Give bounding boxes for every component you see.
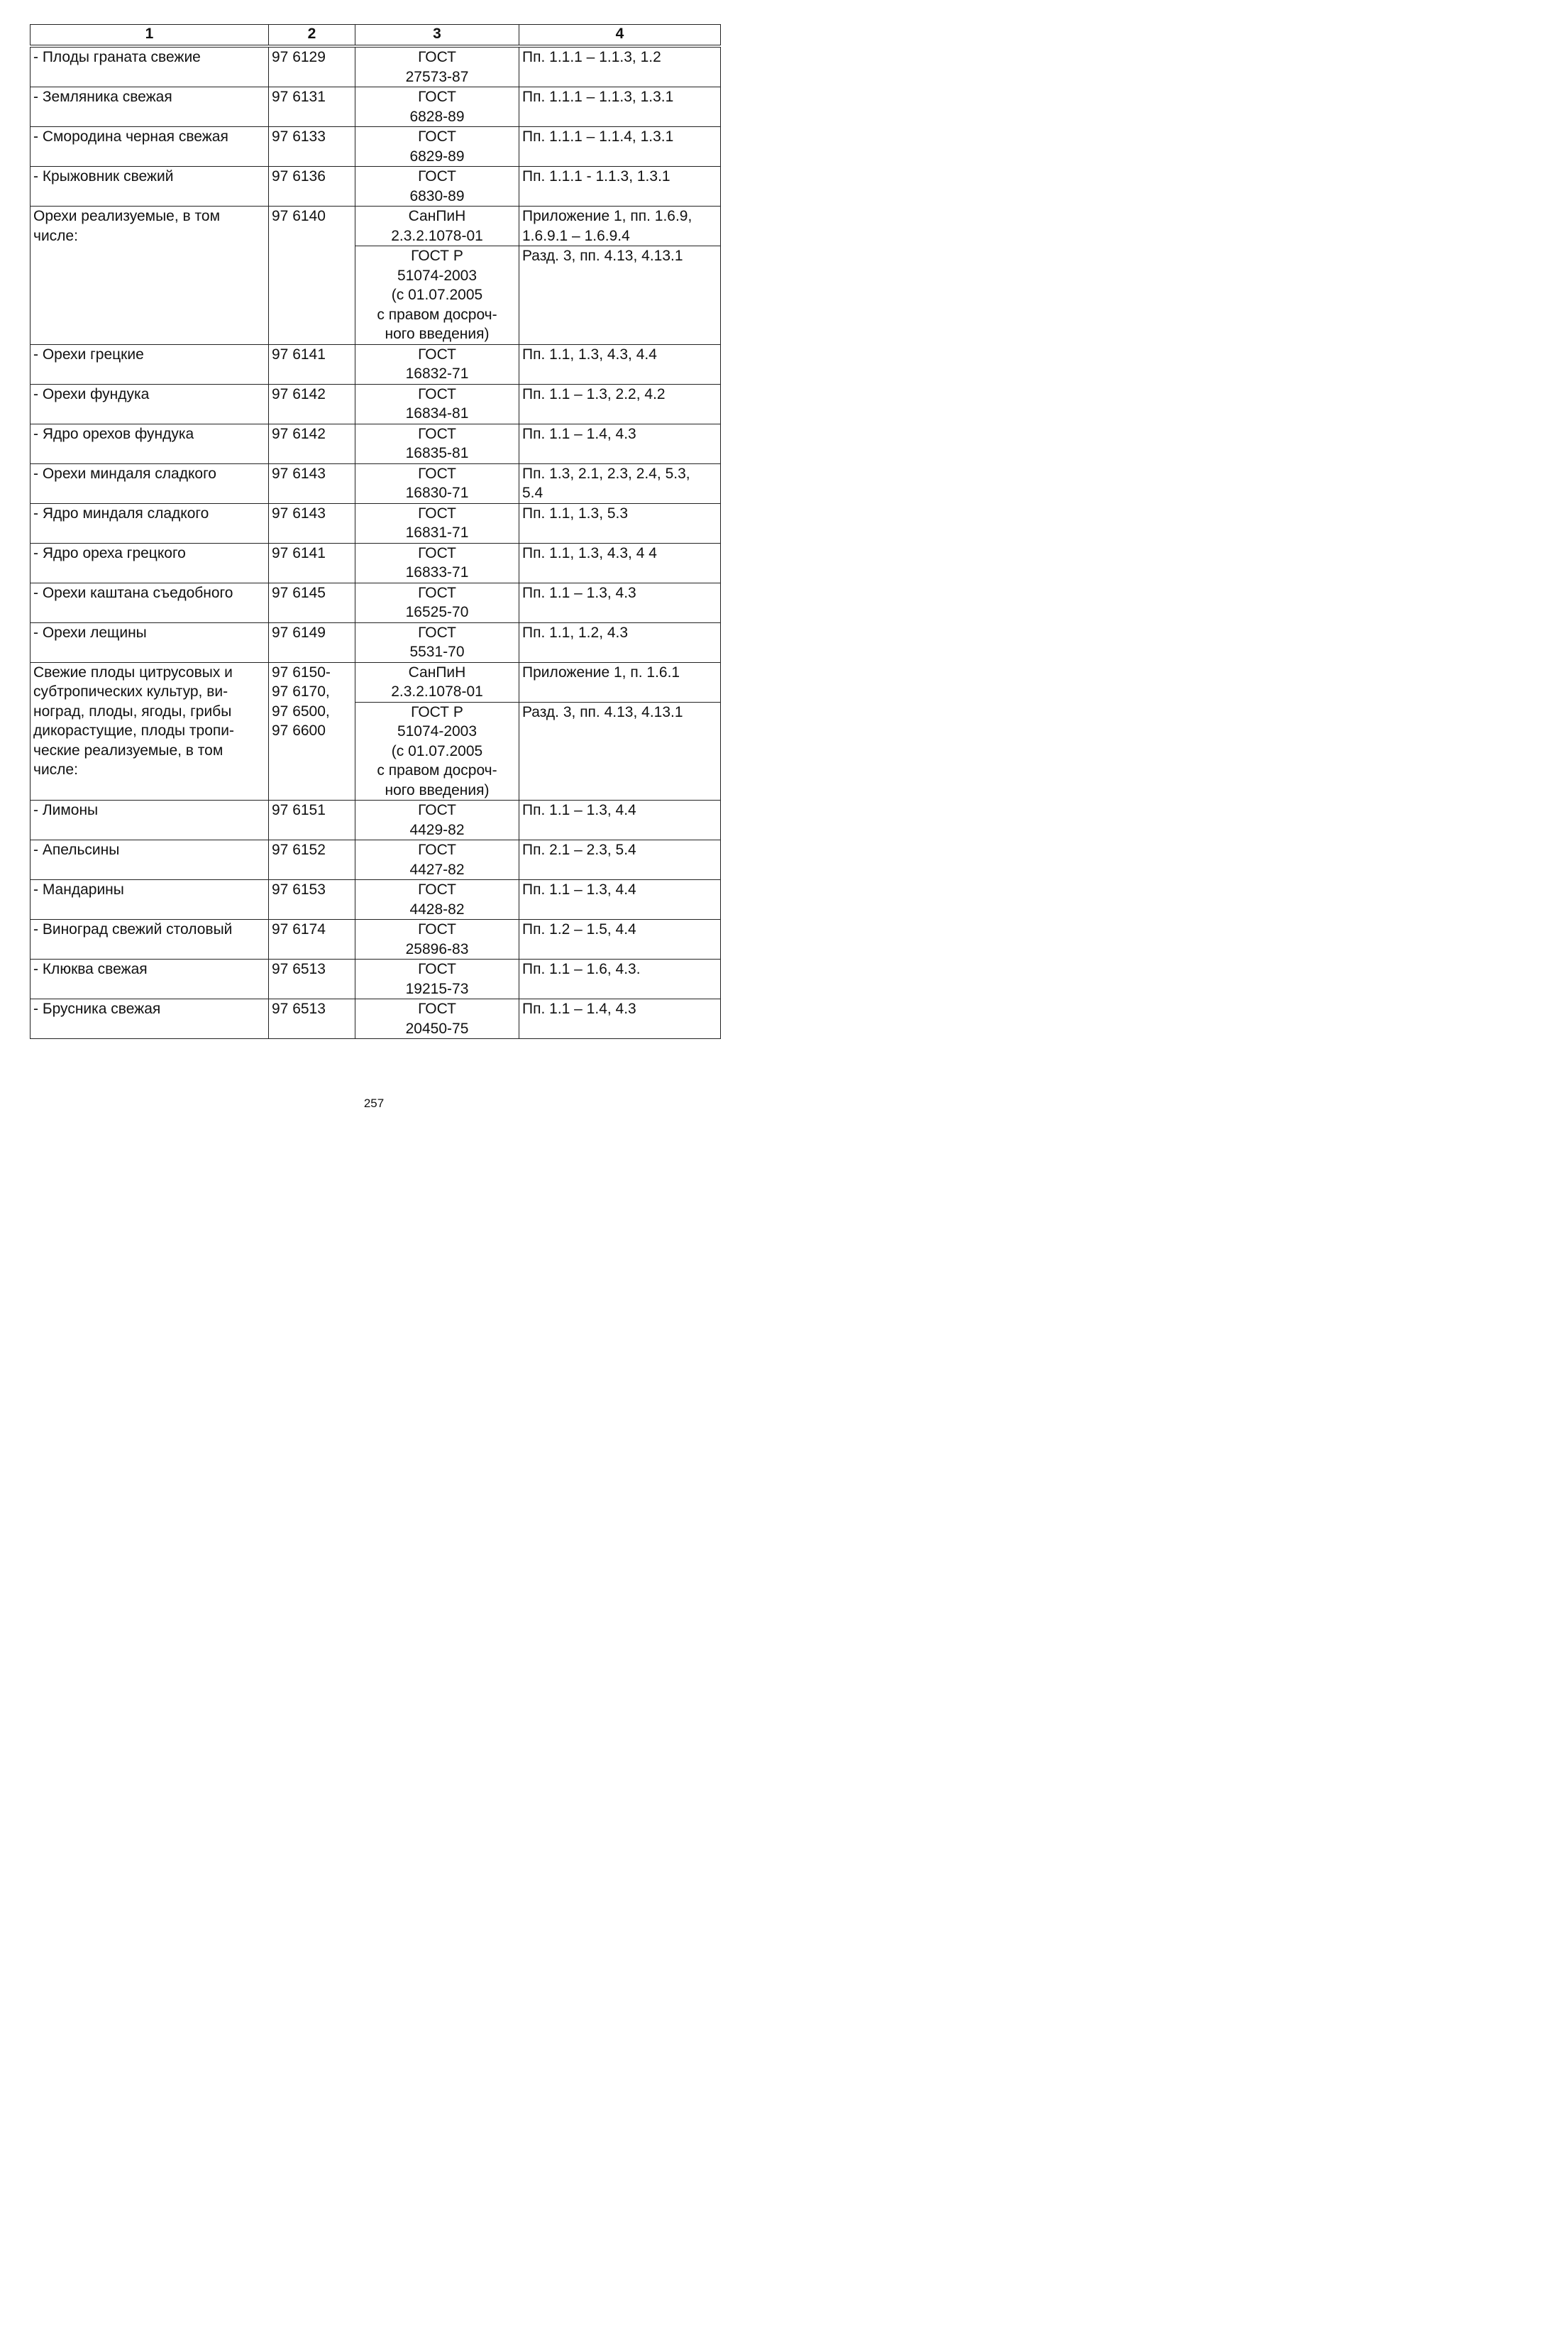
standard-cell: ГОСТ Р 51074-2003 (с 01.07.2005 с правом досроч- ного введения): [355, 702, 519, 801]
table-row: [31, 960, 721, 999]
okp-code-cell: 97 6513: [269, 999, 355, 1039]
table-row: [31, 424, 721, 463]
reference-cell: Пп. 1.1, 1.3, 5.3: [519, 503, 721, 543]
reference-cell: Пп. 1.1 – 1.3, 2.2, 4.2: [519, 384, 721, 424]
table-row: [31, 87, 721, 127]
table-row: [31, 384, 721, 424]
table-row: [31, 503, 721, 543]
okp-code-cell: 97 6145: [269, 583, 355, 622]
reference-cell: Приложение 1, п. 1.6.1: [519, 662, 721, 702]
okp-code-cell: 97 6140: [269, 207, 355, 345]
okp-code-cell: 97 6149: [269, 622, 355, 662]
standard-cell: ГОСТ 19215-73: [355, 960, 519, 999]
table-row: [31, 463, 721, 503]
standard-cell: ГОСТ 6829-89: [355, 127, 519, 167]
standard-cell: ГОСТ 4427-82: [355, 840, 519, 880]
standard-cell: ГОСТ 16525-70: [355, 583, 519, 622]
product-name-cell: - Виноград свежий столовый: [31, 920, 269, 960]
table-row: [31, 662, 721, 702]
column-header: 2: [269, 25, 355, 47]
okp-code-cell: 97 6151: [269, 801, 355, 840]
standards-table: [30, 24, 721, 1039]
product-name-cell: - Орехи каштана съедобного: [31, 583, 269, 622]
product-name-cell: - Земляника свежая: [31, 87, 269, 127]
product-name-cell: - Орехи фундука: [31, 384, 269, 424]
table-row: [31, 840, 721, 880]
product-name-cell: - Плоды граната свежие: [31, 46, 269, 87]
reference-cell: Пп. 1.1, 1.3, 4.3, 4 4: [519, 543, 721, 583]
table-row: [31, 583, 721, 622]
product-name-cell: - Крыжовник свежий: [31, 167, 269, 207]
okp-code-cell: 97 6141: [269, 344, 355, 384]
okp-code-cell: 97 6133: [269, 127, 355, 167]
column-header: 4: [519, 25, 721, 47]
reference-cell: Пп. 1.1 – 1.4, 4.3: [519, 999, 721, 1039]
reference-cell: Пп. 1.2 – 1.5, 4.4: [519, 920, 721, 960]
standard-cell: ГОСТ 4429-82: [355, 801, 519, 840]
reference-cell: Пп. 2.1 – 2.3, 5.4: [519, 840, 721, 880]
standard-cell: ГОСТ 6828-89: [355, 87, 519, 127]
reference-cell: Пп. 1.1 – 1.6, 4.3.: [519, 960, 721, 999]
table-row: [31, 999, 721, 1039]
product-name-cell: - Апельсины: [31, 840, 269, 880]
reference-cell: Пп. 1.1.1 – 1.1.3, 1.3.1: [519, 87, 721, 127]
standard-cell: ГОСТ 16833-71: [355, 543, 519, 583]
okp-code-cell: 97 6142: [269, 384, 355, 424]
table-row: [31, 127, 721, 167]
standard-cell: ГОСТ 20450-75: [355, 999, 519, 1039]
standard-cell: ГОСТ 25896-83: [355, 920, 519, 960]
reference-cell: Пп. 1.1, 1.2, 4.3: [519, 622, 721, 662]
standard-cell: ГОСТ 16831-71: [355, 503, 519, 543]
reference-cell: Пп. 1.1, 1.3, 4.3, 4.4: [519, 344, 721, 384]
reference-cell: Пп. 1.1.1 – 1.1.3, 1.2: [519, 46, 721, 87]
standard-cell: СанПиН 2.3.2.1078-01: [355, 662, 519, 702]
okp-code-cell: 97 6143: [269, 463, 355, 503]
product-name-cell: Орехи реализуемые, в том числе:: [31, 207, 269, 345]
table-row: [31, 344, 721, 384]
reference-cell: Пп. 1.1 – 1.3, 4.3: [519, 583, 721, 622]
page-number: 257: [363, 1097, 385, 1110]
product-name-cell: - Ядро ореха грецкого: [31, 543, 269, 583]
okp-code-cell: 97 6131: [269, 87, 355, 127]
table-row: [31, 207, 721, 246]
product-name-cell: - Орехи грецкие: [31, 344, 269, 384]
table-row: [31, 801, 721, 840]
standard-cell: ГОСТ 16834-81: [355, 384, 519, 424]
standard-cell: ГОСТ 5531-70: [355, 622, 519, 662]
okp-code-cell: 97 6174: [269, 920, 355, 960]
table-row: [31, 167, 721, 207]
reference-cell: Разд. 3, пп. 4.13, 4.13.1: [519, 702, 721, 801]
standard-cell: ГОСТ 6830-89: [355, 167, 519, 207]
reference-cell: Пп. 1.3, 2.1, 2.3, 2.4, 5.3, 5.4: [519, 463, 721, 503]
product-name-cell: - Мандарины: [31, 880, 269, 920]
okp-code-cell: 97 6142: [269, 424, 355, 463]
product-name-cell: - Смородина черная свежая: [31, 127, 269, 167]
product-name-cell: - Ядро миндаля сладкого: [31, 503, 269, 543]
column-header: 1: [31, 25, 269, 47]
reference-cell: Пп. 1.1 – 1.4, 4.3: [519, 424, 721, 463]
product-name-cell: Свежие плоды цитрусовых и субтропических культур, ви- ноград, плоды, ягоды, грибы дикорастущие, плоды тропи- ческие реализуемые, в том числе:: [31, 662, 269, 801]
standard-cell: ГОСТ 16832-71: [355, 344, 519, 384]
reference-cell: Пп. 1.1.1 – 1.1.4, 1.3.1: [519, 127, 721, 167]
product-name-cell: - Орехи миндаля сладкого: [31, 463, 269, 503]
reference-cell: Пп. 1.1 – 1.3, 4.4: [519, 880, 721, 920]
reference-cell: Разд. 3, пп. 4.13, 4.13.1: [519, 246, 721, 345]
table-row: [31, 622, 721, 662]
standard-cell: ГОСТ 16835-81: [355, 424, 519, 463]
product-name-cell: - Орехи лещины: [31, 622, 269, 662]
standard-cell: СанПиН 2.3.2.1078-01: [355, 207, 519, 246]
table-row: [31, 920, 721, 960]
table-row: [31, 46, 721, 87]
okp-code-cell: 97 6129: [269, 46, 355, 87]
table-row: [31, 880, 721, 920]
table-row: [31, 543, 721, 583]
reference-cell: Приложение 1, пп. 1.6.9, 1.6.9.1 – 1.6.9.4: [519, 207, 721, 246]
okp-code-cell: 97 6136: [269, 167, 355, 207]
header-row: [31, 25, 721, 47]
column-header: 3: [355, 25, 519, 47]
okp-code-cell: 97 6513: [269, 960, 355, 999]
standard-cell: ГОСТ 16830-71: [355, 463, 519, 503]
reference-cell: Пп. 1.1 – 1.3, 4.4: [519, 801, 721, 840]
table-body: [31, 25, 721, 1039]
okp-code-cell: 97 6141: [269, 543, 355, 583]
okp-code-cell: 97 6150- 97 6170, 97 6500, 97 6600: [269, 662, 355, 801]
product-name-cell: - Лимоны: [31, 801, 269, 840]
standard-cell: ГОСТ 4428-82: [355, 880, 519, 920]
product-name-cell: - Ядро орехов фундука: [31, 424, 269, 463]
okp-code-cell: 97 6152: [269, 840, 355, 880]
product-name-cell: - Брусника свежая: [31, 999, 269, 1039]
standard-cell: ГОСТ 27573-87: [355, 46, 519, 87]
okp-code-cell: 97 6143: [269, 503, 355, 543]
product-name-cell: - Клюква свежая: [31, 960, 269, 999]
okp-code-cell: 97 6153: [269, 880, 355, 920]
reference-cell: Пп. 1.1.1 - 1.1.3, 1.3.1: [519, 167, 721, 207]
standard-cell: ГОСТ Р 51074-2003 (с 01.07.2005 с правом досроч- ного введения): [355, 246, 519, 345]
